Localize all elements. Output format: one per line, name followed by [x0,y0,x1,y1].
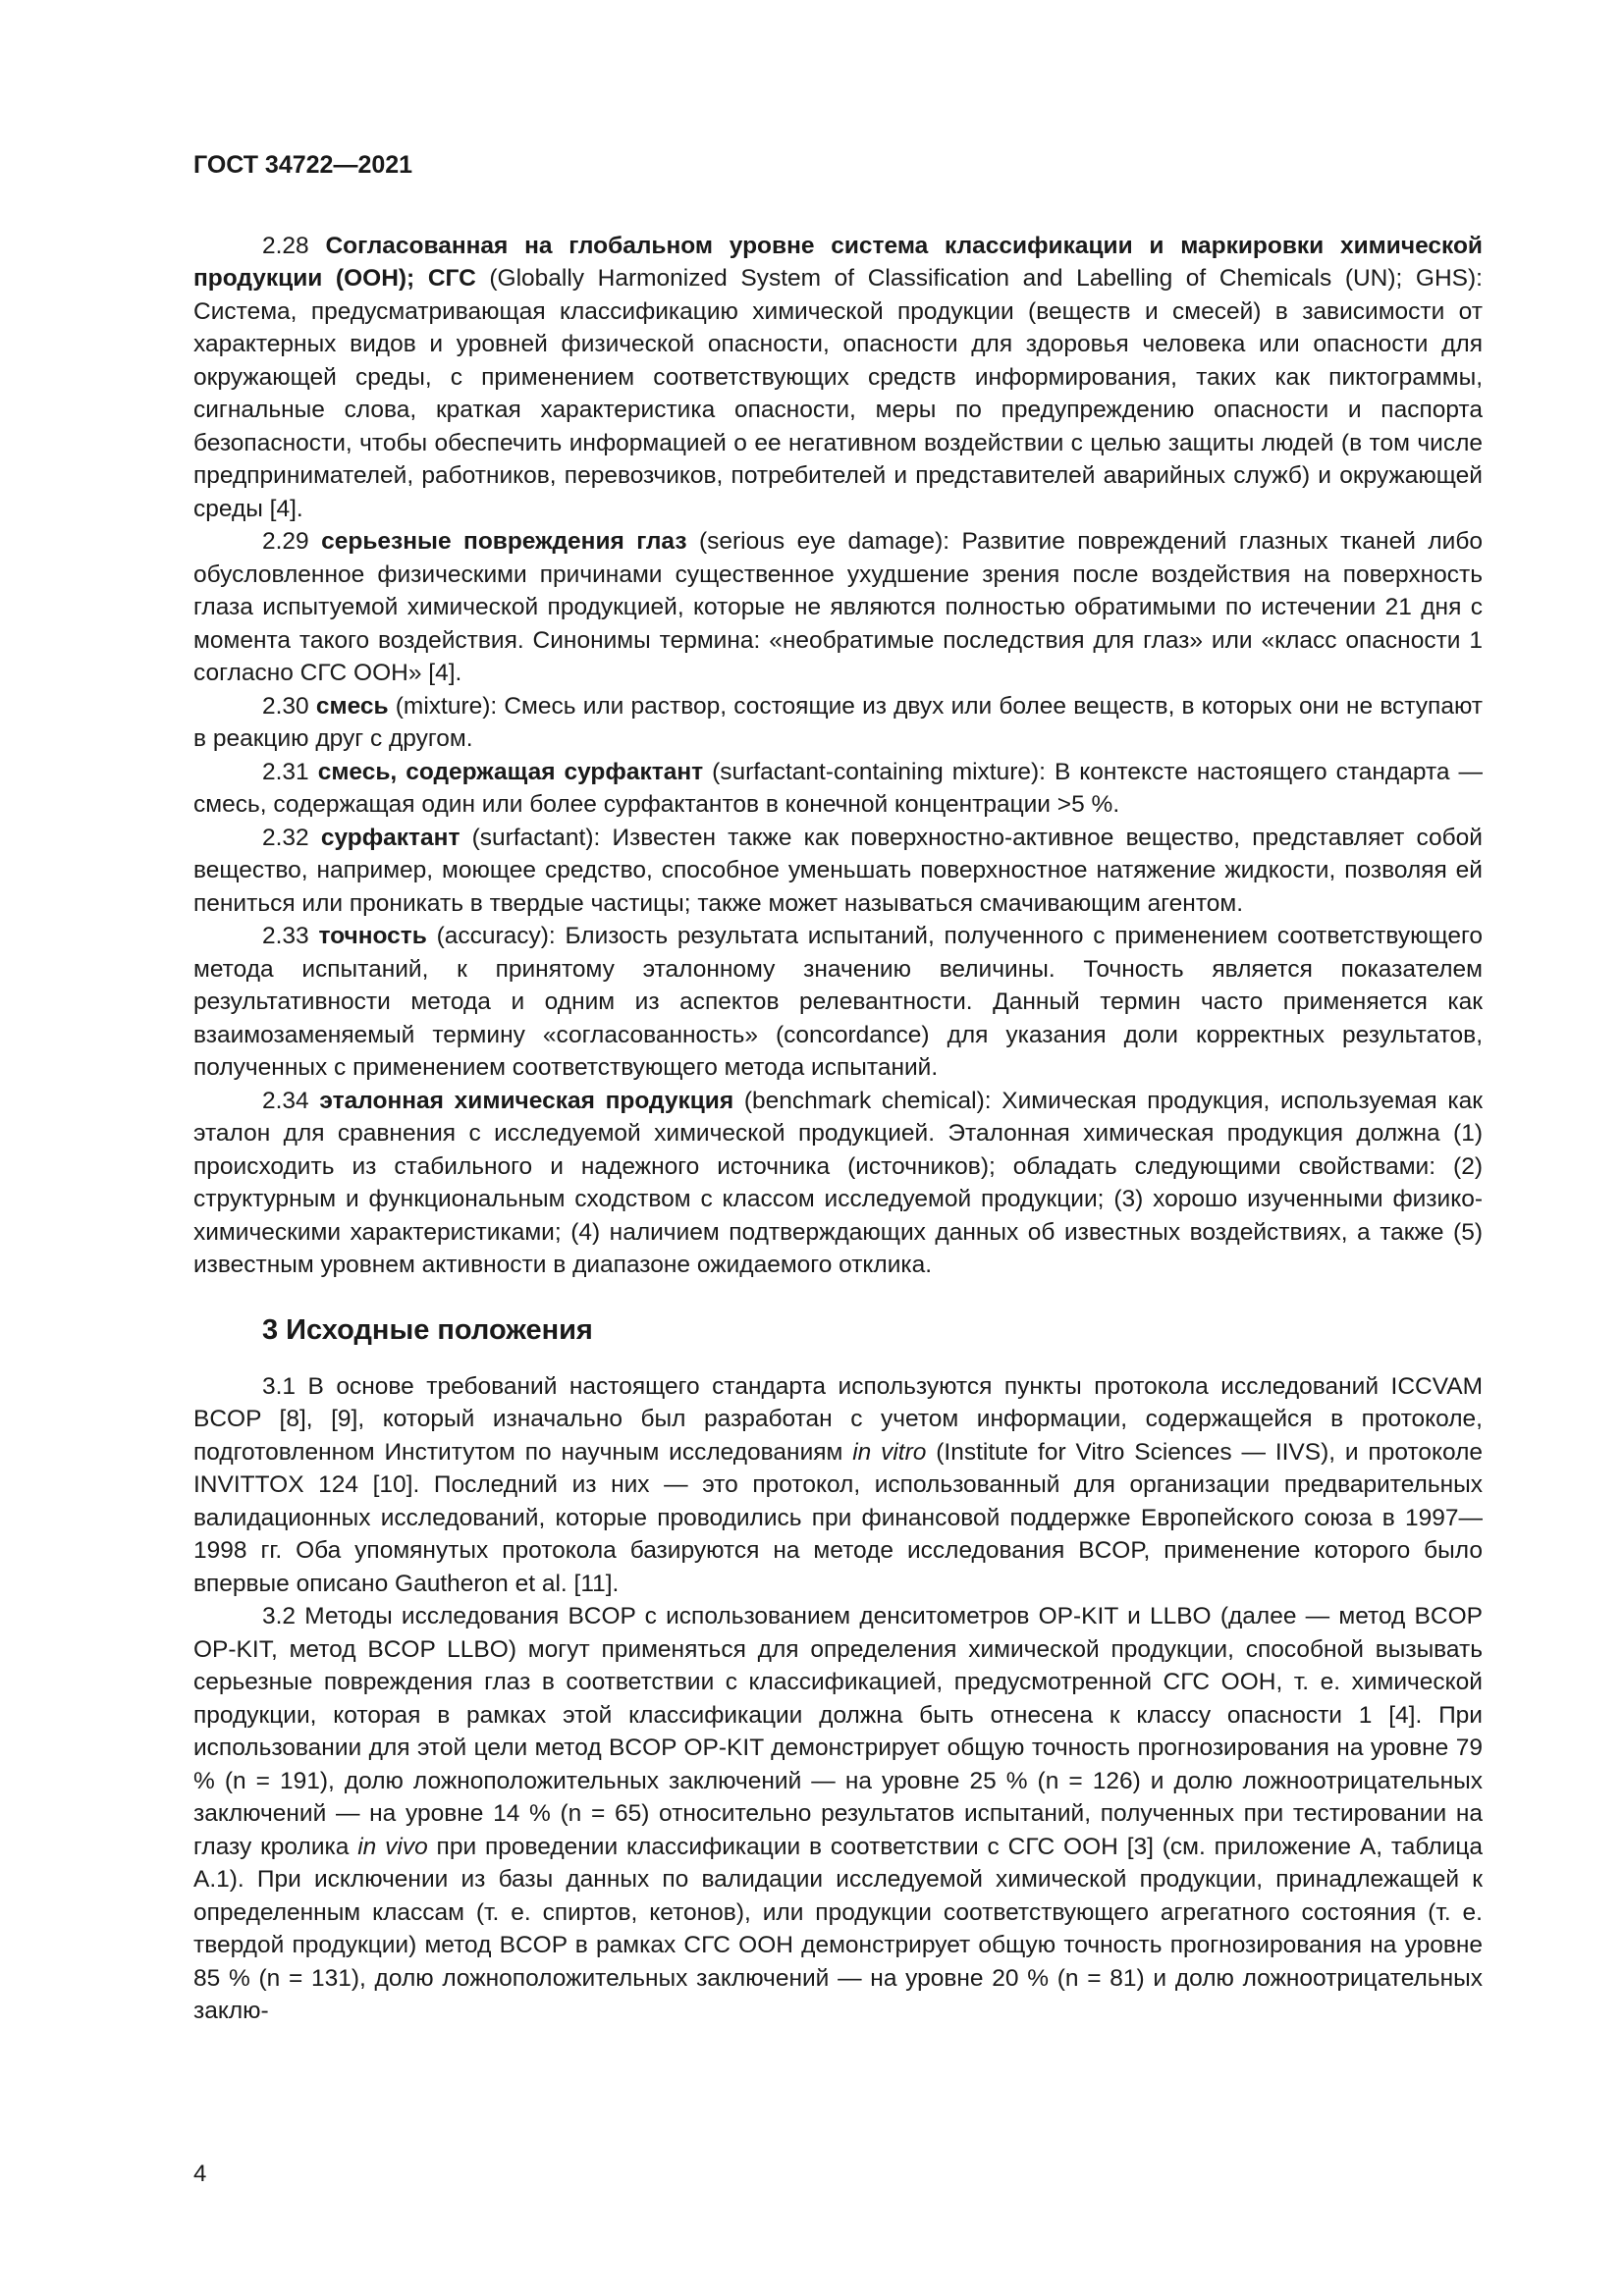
paragraph-3-1 [193,1370,1483,1601]
definition-2-33 [193,920,1483,1085]
definition-text: (serious eye damage): Развитие повреждений глазных тканей либо обусловленное физическими причинами существенное ухудшение зрения после воздействия на поверхность глаза испытуемой химической продукцией, которые не являются полностью обратимыми по истечении 21 дня с момента такого воздействия. Синонимы термина: «необратимые последствия для глаз» или «класс опасности 1 согласно СГС ООН» [4]. [193,528,1483,686]
definition-text: (mixture): Смесь или раствор, состоящие из двух или более веществ, в которых они не вступают в реакцию друг с другом. [193,692,1484,752]
paragraph-text: при проведении классификации в соответствии с СГС ООН [3] (см. приложение А, таблица А.1). При исключении из базы данных по валидации исследуемой химической продукции, принадлежащей к определенным классам (т. е. спиртов, кетонов), или продукции соответствующего агрегатного состояния (т. е. твердой продукции) метод BCOP в рамках СГС ООН демонстрирует общую точность прогнозирования на уровне 85 % (n = 131), долю ложноположительных заключений — на уровне 20 % (n = 81) и долю ложноотрицательных заклю- [193,1833,1483,2024]
definition-term: сурфактант [320,824,460,851]
definition-number: 2.34 [262,1087,309,1114]
paragraph-text: (Institute for Vitro Sciences — IIVS), и протоколе INVITTOX 124 [10]. Последний из них — это протокол, использованный для организации предварительных валидационных исследований, которые проводились при финансовой поддержке Европейского союза в 1997—1998 гг. Оба упомянутых протокола базируются на методе исследования BCOP, применение которого было впервые описано Gautheron et al. [11]. [193,1438,1483,1597]
definition-text: (Globally Harmonized System of Classification and Labelling of Chemicals (UN); GHS): Система, предусматривающая классификацию химической продукции (веществ и смесей) в зависимости от характерных видов и уровней физической опасности, опасности для здоровья человека или опасности для окружающей среды, с применением соответствующих средств информирования, таких как пиктограммы, сигнальные слова, краткая характеристика опасности, меры по предупреждению опасности и паспорта безопасности, чтобы обеспечить информацией о ее негативном воздействии с целью защиты людей (в том числе предпринимателей, работников, перевозчиков, потребителей и представителей аварийных служб) и окружающей среды [4]. [193,265,1483,522]
paragraph-text: 3.2 Методы исследования BCOP с использованием денситометров OP-KIT и LLBO (далее — метод BCOP OP-KIT, метод BCOP LLBO) могут применяться для определения химической продукции, способной вызывать серьезные повреждения глаз в соответствии с классификацией, предусмотренной СГС ООН, т. е. химической продукции, которая в рамках этой классификации должна быть отнесена к классу опасности 1 [4]. При использовании для этой цели метод BCOP OP-KIT демонстрирует общую точность прогнозирования на уровне 79 % (n = 191), долю ложноположительных заключений — на уровне 25 % (n = 126) и долю ложноотрицательных заключений — на уровне 14 % (n = 65) относительно результатов испытаний, полученных при тестировании на глазу кролика [193,1603,1483,1860]
definition-2-28 [193,230,1483,526]
paragraph-text: 3.1 В основе требований настоящего стандарта используются пункты протокола исследований ICCVAM BCOP [8], [9], который изначально был разработан с учетом информации, содержащейся в протоколе, подготовленном Институтом по научным исследованиям [193,1372,1483,1466]
definition-2-30 [193,690,1483,756]
definition-term: точность [318,923,427,949]
definition-number: 2.29 [262,528,309,555]
definition-2-29 [193,525,1483,690]
definition-text: (surfactant-containing mixture): В контексте настоящего стандарта — смесь, содержащая один или более сурфактантов в конечной концентрации >5 %. [193,758,1483,818]
definition-term: эталонная химическая продукция [319,1087,734,1114]
definition-number: 2.32 [262,824,309,851]
definition-text: (surfactant): Известен также как поверхностно-активное вещество, представляет собой вещество, например, моющее средство, способное уменьшать поверхностное натяжение жидкости, позволяя ей пениться или проникать в твердые частицы; также может называться смачивающим агентом. [193,824,1483,917]
definition-number: 2.28 [262,232,309,259]
definitions-list [193,230,1483,1282]
definition-2-31 [193,756,1483,822]
definition-number: 2.31 [262,758,309,785]
paragraph-3-2 [193,1600,1483,2028]
page-number: 4 [193,2161,207,2187]
definition-text: (benchmark chemical): Химическая продукция, используемая как эталон для сравнения с исследуемой химической продукцией. Эталонная химическая продукция должна (1) происходить из стабильного и надежного источника (источников); обладать следующими свойствами: (2) структурным и функциональным сходством с классом исследуемой продукции; (3) хорошо изученными физико-химическими характеристиками; (4) наличием подтверждающих данных об известных воздействиях, а также (5) известным уровнем активности в диапазоне ожидаемого отклика. [193,1087,1484,1278]
definition-term: смесь, содержащая сурфактант [317,758,704,785]
definition-term: серьезные повреждения глаз [321,528,687,555]
definition-text: (accuracy): Близость результата испытаний, полученного с применением соответствующего метода испытаний, к принятому эталонному значению величины. Точность является показателем результативности метода и одним из аспектов релевантности. Данный термин часто применяется как взаимозаменяемый термину «согласованность» (concordance) для указания доли корректных результатов, полученных с применением соответствующего метода испытаний. [193,923,1483,1081]
italic-term: in vivo [357,1833,428,1860]
section-title: 3 Исходные положения [262,1313,593,1346]
italic-term: in vitro [852,1438,927,1466]
definition-2-34 [193,1085,1483,1282]
definition-2-32 [193,822,1483,921]
definition-term: Согласованная на глобальном уровне система классификации и маркировки химической продукции (ООН); СГС [193,232,1483,292]
document-header: ГОСТ 34722—2021 [193,151,413,179]
definition-number: 2.33 [262,923,309,949]
definition-number: 2.30 [262,692,309,720]
definition-term: смесь [315,692,389,720]
